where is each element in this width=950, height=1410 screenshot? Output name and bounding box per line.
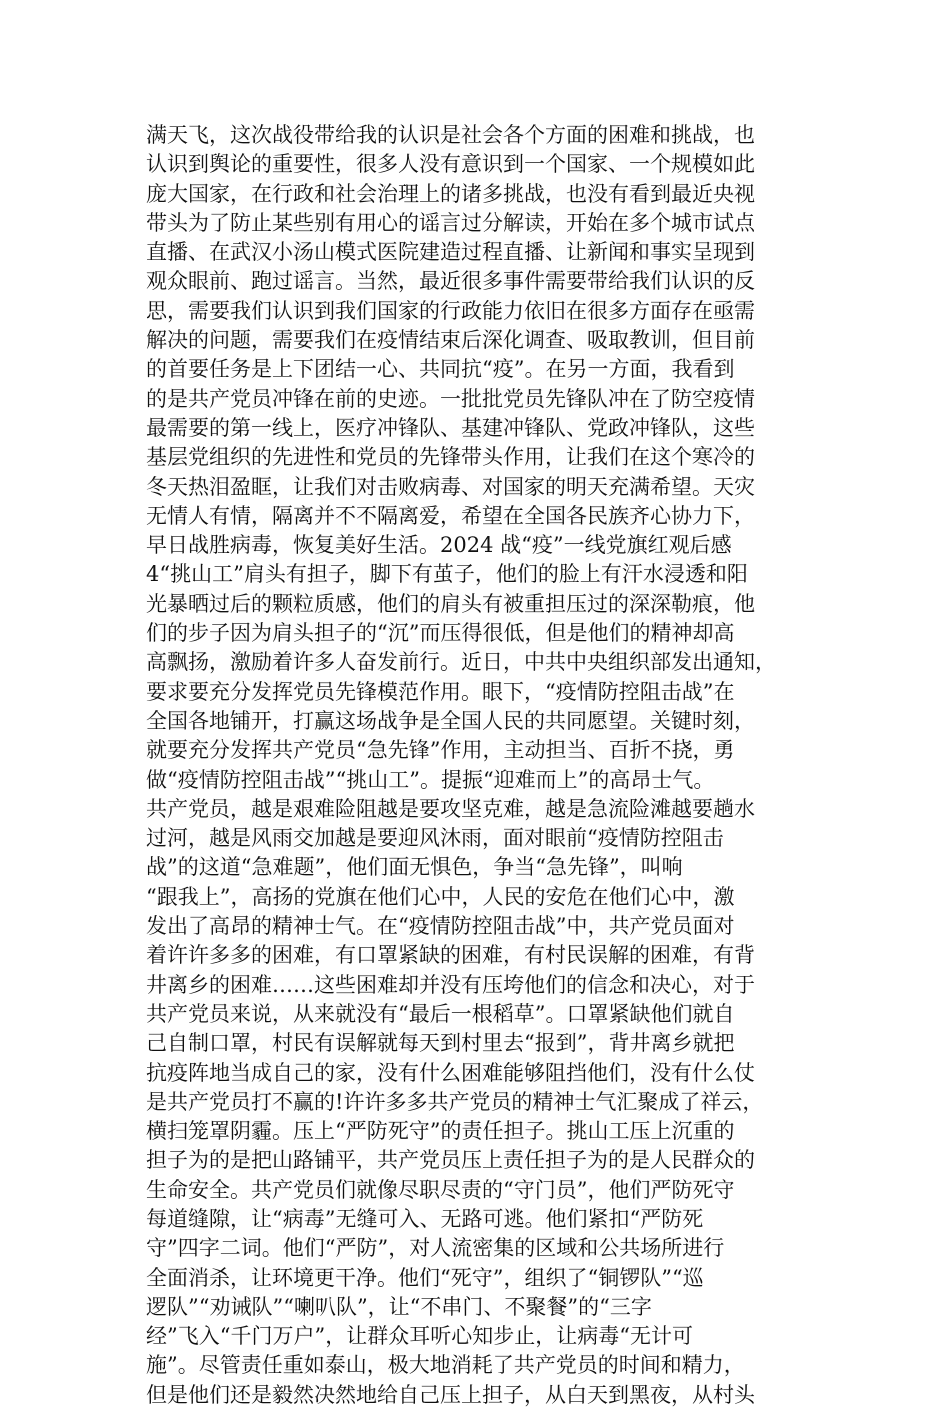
text-line: 共产党员，越是艰难险阻越是要攻坚克难，越是急流险滩越要趟水 <box>146 796 755 821</box>
text-line: 担子为的是把山路铺平，共产党员压上责任担子为的是人民群众的 <box>146 1148 755 1173</box>
text-line: 井离乡的困难……这些困难却并没有压垮他们的信念和决心，对于 <box>146 972 755 997</box>
text-line: 守”四字二词。他们“严防”，对人流密集的区域和公共场所进行 <box>146 1236 725 1261</box>
text-line: 早日战胜病毒，恢复美好生活。2024 战“疫”一线党旗红观后感 <box>146 533 732 558</box>
text-line: 无情人有情，隔离并不不隔离爱，希望在全国各民族齐心协力下， <box>146 503 755 528</box>
text-line: 最需要的第一线上，医疗冲锋队、基建冲锋队、党政冲锋队，这些 <box>146 415 755 440</box>
text-line: 4“挑山工”肩头有担子，脚下有茧子，他们的脸上有汗水浸透和阳 <box>146 562 748 587</box>
text-line: 经”飞入“千门万户”，让群众耳听心知步止，让病毒“无计可 <box>146 1324 693 1349</box>
text-line: 冬天热泪盈眶，让我们对击败病毒、对国家的明天充满希望。天灾 <box>146 474 755 499</box>
text-line: 抗疫阵地当成自己的家，没有什么困难能够阻挡他们，没有什么仗 <box>146 1060 755 1085</box>
text-line: 解决的问题，需要我们在疫情结束后深化调查、吸取教训，但目前 <box>146 328 755 353</box>
text-line: “跟我上”，高扬的党旗在他们心中，人民的安危在他们心中，激 <box>146 884 735 909</box>
text-line: 施”。尽管责任重如泰山，极大地消耗了共产党员的时间和精力， <box>146 1353 745 1378</box>
text-line: 光暴晒过后的颗粒质感，他们的肩头有被重担压过的深深勒痕，他 <box>146 591 755 616</box>
text-line: 但是他们还是毅然决然地给自己压上担子，从白天到黑夜，从村头 <box>146 1382 755 1407</box>
text-line: 满天飞，这次战役带给我的认识是社会各个方面的困难和挑战，也 <box>146 123 755 147</box>
text-line: 就要充分发挥共产党员“急先锋”作用，主动担当、百折不挠，勇 <box>146 738 735 763</box>
text-line: 要求要充分发挥党员先锋模范作用。眼下，“疫情防控阻击战”在 <box>146 679 735 704</box>
text-line: 着许许多多的困难，有口罩紧缺的困难，有村民误解的困难，有背 <box>146 943 755 968</box>
text-line: 直播、在武汉小汤山模式医院建造过程直播、让新闻和事实呈现到 <box>146 240 755 265</box>
text-line: 高飘扬，激励着许多人奋发前行。近日，中共中央组织部发出通知， <box>146 650 776 675</box>
text-line: 每道缝隙，让“病毒”无缝可入、无路可逃。他们紧扣“严防死 <box>146 1206 704 1231</box>
text-line: 全国各地铺开，打赢这场战争是全国人民的共同愿望。关键时刻， <box>146 708 755 733</box>
text-line: 全面消杀，让环境更干净。他们“死守”，组织了“铜锣队”“巡 <box>146 1265 704 1290</box>
text-line: 过河，越是风雨交加越是要迎风沐雨，面对眼前“疫情防控阻击 <box>146 826 724 851</box>
text-line: 共产党员来说，从来就没有“最后一根稻草”。口罩紧缺他们就自 <box>146 1001 735 1026</box>
text-line: 认识到舆论的重要性，很多人没有意识到一个国家、一个规模如此 <box>146 152 755 177</box>
body-text <box>146 121 826 1410</box>
text-line: 生命安全。共产党员们就像尽职尽责的“守门员”，他们严防死守 <box>146 1177 735 1202</box>
text-line: 做“疫情防控阻击战”“挑山工”。提振“迎难而上”的高昂士气。 <box>146 767 715 792</box>
text-line: 观众眼前、跑过谣言。当然，最近很多事件需要带给我们认识的反 <box>146 269 755 294</box>
text-line: 战”的这道“急难题”，他们面无惧色，争当“急先锋”，叫响 <box>146 855 683 880</box>
text-line: 的首要任务是上下团结一心、共同抗“疫”。在另一方面，我看到 <box>146 357 735 382</box>
text-line: 逻队”“劝诫队”“喇叭队”，让“不串门、不聚餐”的“三字 <box>146 1294 652 1319</box>
text-line: 思，需要我们认识到我们国家的行政能力依旧在很多方面存在亟需 <box>146 298 755 323</box>
text-line: 是共产党员打不赢的!许许多多共产党员的精神士气汇聚成了祥云， <box>146 1089 764 1114</box>
text-line: 带头为了防止某些别有用心的谣言过分解读，开始在多个城市试点 <box>146 210 755 235</box>
text-line: 基层党组织的先进性和党员的先锋带头作用，让我们在这个寒冷的 <box>146 445 755 470</box>
text-line: 的是共产党员冲锋在前的史迹。一批批党员先锋队冲在了防空疫情 <box>146 386 755 411</box>
text-line: 横扫笼罩阴霾。压上“严防死守”的责任担子。挑山工压上沉重的 <box>146 1119 735 1144</box>
text-line: 们的步子因为肩头担子的“沉”而压得很低，但是他们的精神却高 <box>146 621 735 646</box>
text-line: 己自制口罩，村民有误解就每天到村里去“报到”，背井离乡就把 <box>146 1031 735 1056</box>
text-line: 庞大国家，在行政和社会治理上的诸多挑战，也没有看到最近央视 <box>146 181 755 206</box>
text-line: 发出了高昂的精神士气。在“疫情防控阻击战”中，共产党员面对 <box>146 914 735 939</box>
